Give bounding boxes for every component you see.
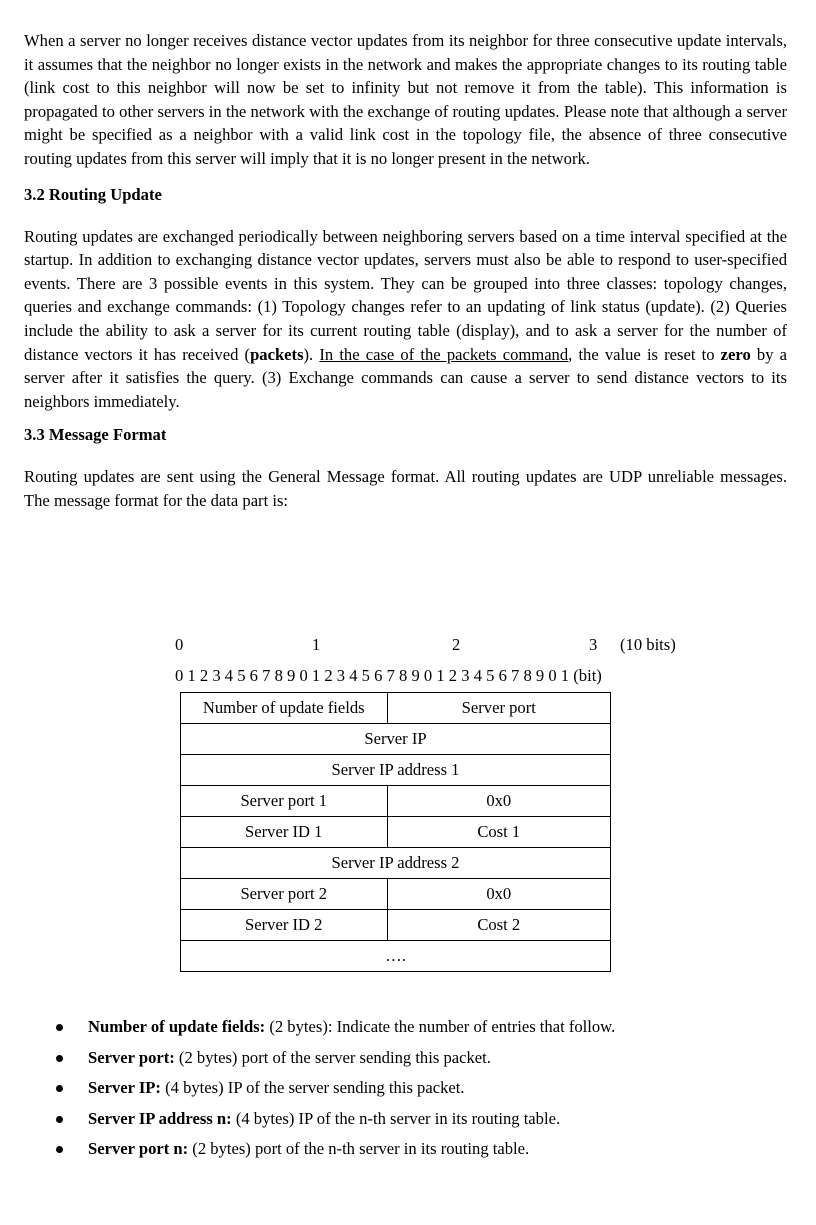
table-row — [181, 910, 611, 941]
list-item — [56, 1104, 796, 1135]
cell-server-port-1: Server port 1 — [181, 786, 388, 817]
bit-scale-tens-3: 3 — [589, 635, 598, 654]
field-desc: (2 bytes): Indicate the number of entries that follow. — [265, 1017, 616, 1036]
table-row — [181, 755, 611, 786]
cell-zero-2: 0x0 — [387, 879, 610, 910]
heading-routing-update: 3.2 Routing Update — [24, 184, 162, 204]
bit-scale-tens-1: 1 — [312, 635, 321, 654]
table-row — [181, 786, 611, 817]
field-term: Number of update fields: — [88, 1017, 266, 1036]
table-row — [181, 817, 611, 848]
cell-cost-1: Cost 1 — [387, 817, 610, 848]
routing-update-text-1: Routing updates are exchanged periodically between neighboring servers based on a time interval specified at the startup. In addition to exchanging distance vector updates, servers must also be able to respond to user-specified events. There are 3 possible events in this system. They can be grouped into three classes: topology changes, queries and exchange commands: (1) Topology changes refer to an updating of link status (update). (2) Queries include the ability to ask a server for its current routing table (display), and to ask a server for the number of distance vectors it has received ( — [24, 226, 787, 364]
bit-scale-tens-label: (10 bits) — [620, 635, 676, 654]
field-desc: (4 bytes) IP of the n-th server in its routing table. — [231, 1108, 561, 1128]
cell-server-port: Server port — [387, 693, 610, 724]
list-item — [56, 1134, 796, 1165]
field-description-list — [56, 1012, 796, 1165]
cell-num-update-fields: Number of update fields — [181, 693, 388, 724]
intro-paragraph: When a server no longer receives distance vector updates from its neighbor for three consecutive update intervals, it assumes that the neighbor no longer exists in the network and makes the appropriate changes to its routing table (link cost to this neighbor will now be set to infinity but not remove it from the table). This information is propagated to other servers in the network with the exchange of routing updates. Please note that although a server might be specified as a neighbor with a valid link cost in the topology file, the absence of three consecutive routing updates from this server will imply that it is no longer present in the network. — [24, 31, 787, 168]
list-item — [56, 1043, 796, 1074]
heading-message-format: 3.3 Message Format — [24, 425, 167, 445]
bit-scale-digits-text: 0 1 2 3 4 5 6 7 8 9 0 1 2 3 4 5 6 7 8 9 0 1 2 3 4 5 6 7 8 9 0 1 — [175, 666, 570, 685]
cell-server-id-1: Server ID 1 — [181, 817, 388, 848]
packets-command-underlined: In the case of the packets command — [319, 344, 569, 364]
routing-update-text-2: ). — [303, 344, 320, 364]
zero-keyword: zero — [720, 344, 751, 364]
field-desc: (4 bytes) IP of the server sending this packet. — [160, 1078, 465, 1098]
bit-scale-tens — [175, 635, 685, 655]
packets-keyword: packets — [250, 344, 304, 364]
bit-scale-tens-0: 0 — [175, 635, 184, 654]
bullet-icon — [56, 1085, 63, 1092]
routing-update-text-4: by a server after it satisfies the query. (3) Exchange commands can cause a server to send distance vectors to its neighbors immediately. — [24, 344, 788, 411]
list-item — [56, 1073, 796, 1104]
bit-scale-digits-label: (bit) — [573, 666, 602, 685]
table-row — [181, 848, 611, 879]
bullet-icon — [56, 1024, 63, 1031]
cell-cost-2: Cost 2 — [387, 910, 610, 941]
table-row — [181, 941, 611, 972]
field-desc: (2 bytes) port of the server sending this packet. — [174, 1047, 491, 1067]
message-format-table — [180, 692, 611, 972]
cell-server-ip: Server IP — [181, 724, 611, 755]
document-page — [24, 29, 787, 513]
cell-server-ip-address-1: Server IP address 1 — [181, 755, 611, 786]
cell-zero-1: 0x0 — [387, 786, 610, 817]
cell-server-port-2: Server port 2 — [181, 879, 388, 910]
message-format-paragraph: Routing updates are sent using the General Message format. All routing updates are UDP unreliable messages. The message format for the data part is: — [24, 467, 787, 510]
cell-ellipsis: …. — [181, 941, 611, 972]
table-row — [181, 693, 611, 724]
table-row — [181, 879, 611, 910]
field-term: Server IP: — [88, 1078, 161, 1098]
bullet-icon — [56, 1116, 63, 1123]
field-desc: (2 bytes) port of the n-th server in its routing table. — [188, 1139, 530, 1159]
bullet-icon — [56, 1146, 63, 1153]
field-term: Server port n: — [88, 1139, 189, 1159]
cell-server-ip-address-2: Server IP address 2 — [181, 848, 611, 879]
routing-update-text-3: , the value is reset to — [568, 344, 721, 364]
cell-server-id-2: Server ID 2 — [181, 910, 388, 941]
field-term: Server port: — [88, 1047, 175, 1067]
routing-update-paragraph — [24, 225, 787, 414]
table-row — [181, 724, 611, 755]
field-term: Server IP address n: — [88, 1108, 232, 1128]
bullet-icon — [56, 1055, 63, 1062]
bit-scale-digits — [175, 666, 602, 686]
bit-scale-tens-2: 2 — [452, 635, 461, 654]
list-item — [56, 1012, 796, 1043]
